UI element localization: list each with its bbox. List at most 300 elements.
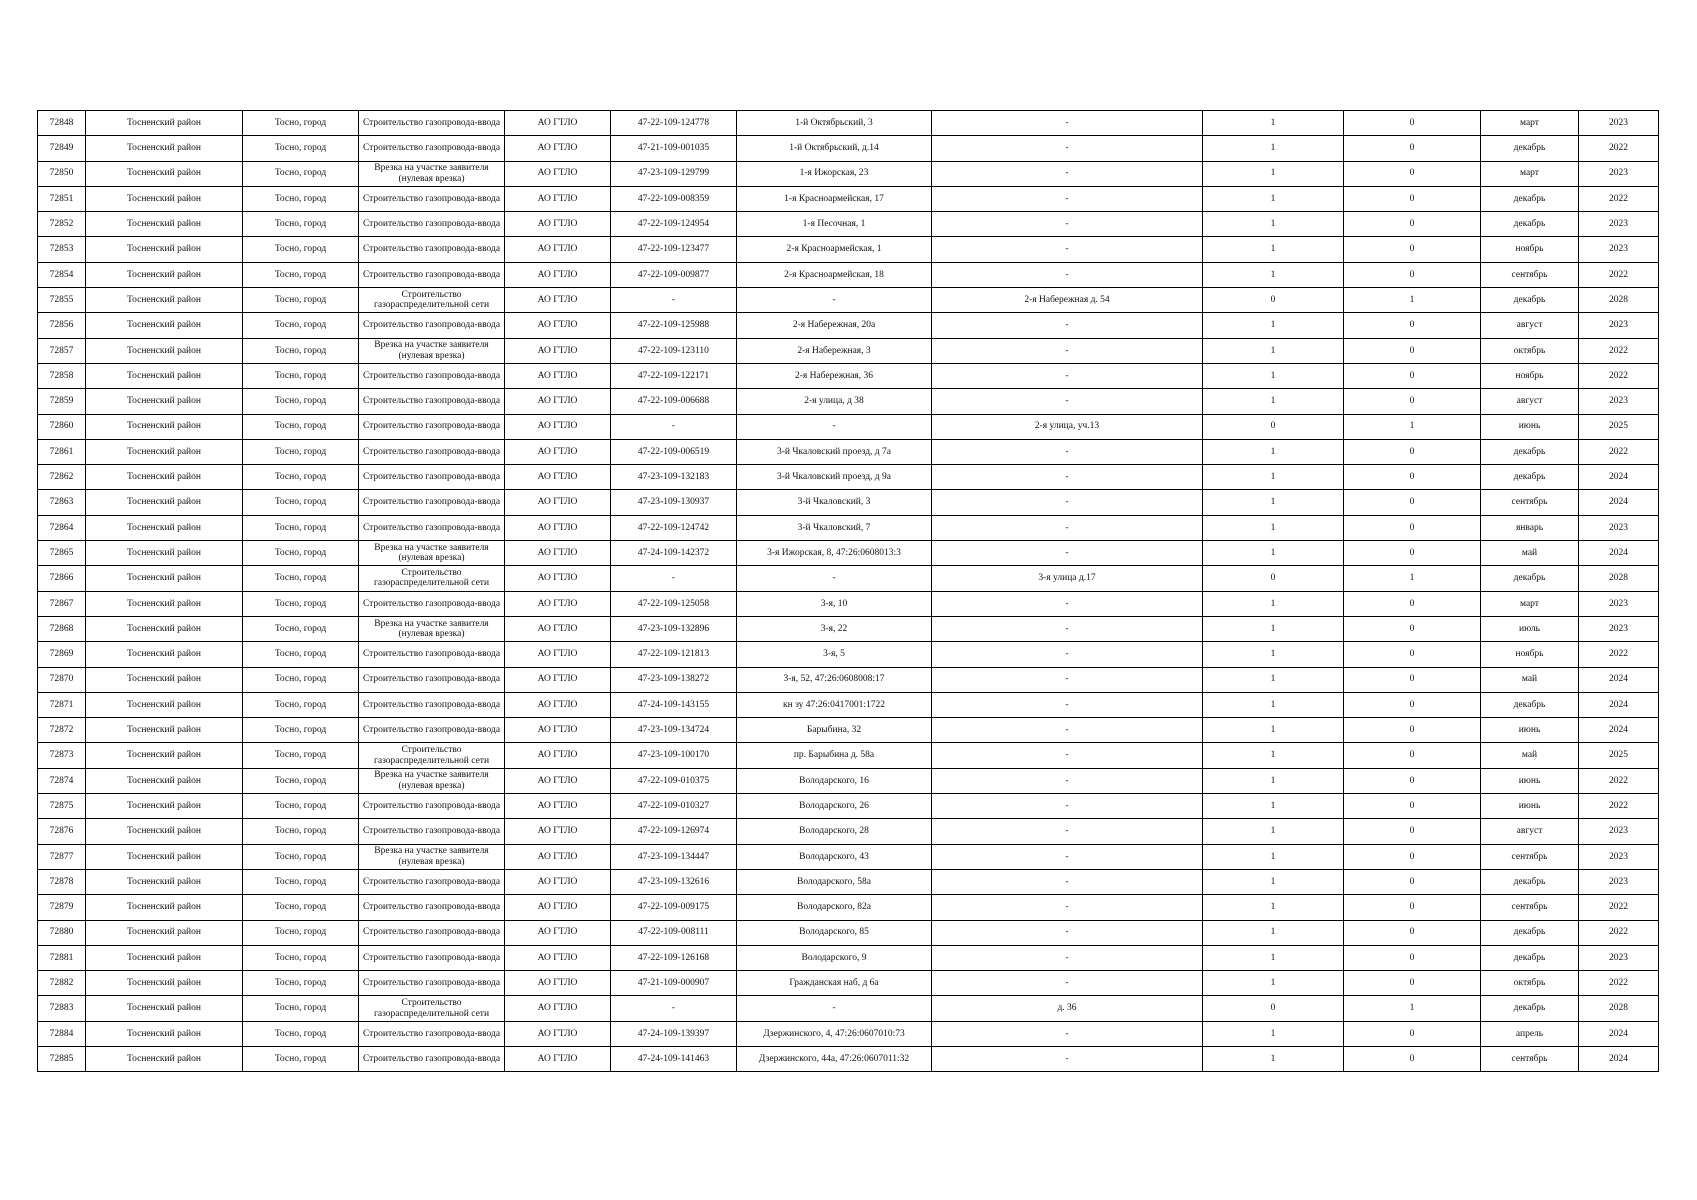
work-type-cell: Строительство газопровода-ввода [359,313,505,338]
table-row [38,439,1659,464]
table-body [38,111,1659,1072]
address-cell: - [737,288,932,313]
application-number-cell: 47-21-109-000907 [611,971,737,996]
table-row [38,111,1659,136]
count-b-cell: 1 [1344,414,1481,439]
count-a-cell: 1 [1203,1046,1344,1071]
year-cell: 2022 [1579,794,1659,819]
count-b-cell: 0 [1344,819,1481,844]
table-row [38,541,1659,566]
month-cell: декабрь [1481,439,1579,464]
planned-address-cell: - [932,692,1203,717]
planned-address-cell: - [932,869,1203,894]
work-type-cell: Строительство газопровода-ввода [359,971,505,996]
month-cell: январь [1481,515,1579,540]
month-cell: декабрь [1481,566,1579,591]
district-cell: Тосненский район [86,161,243,186]
month-cell: декабрь [1481,186,1579,211]
application-number-cell: 47-22-109-124778 [611,111,737,136]
address-cell: Гражданская наб, д 6а [737,971,932,996]
organization-cell: АО ГТЛО [505,288,611,313]
month-cell: август [1481,313,1579,338]
address-cell: 1-й Октябрьский, 3 [737,111,932,136]
month-cell: ноябрь [1481,363,1579,388]
district-cell: Тосненский район [86,212,243,237]
year-cell: 2022 [1579,920,1659,945]
count-a-cell: 1 [1203,768,1344,793]
district-cell: Тосненский район [86,288,243,313]
month-cell: декабрь [1481,920,1579,945]
organization-cell: АО ГТЛО [505,338,611,363]
planned-address-cell: - [932,920,1203,945]
month-cell: сентябрь [1481,895,1579,920]
district-cell: Тосненский район [86,768,243,793]
work-type-cell: Строительство газопровода-ввода [359,819,505,844]
month-cell: май [1481,541,1579,566]
district-cell: Тосненский район [86,465,243,490]
organization-cell: АО ГТЛО [505,869,611,894]
locality-cell: Тосно, город [243,642,359,667]
year-cell: 2022 [1579,895,1659,920]
row-id-cell: 72853 [38,237,86,262]
count-b-cell: 0 [1344,768,1481,793]
year-cell: 2024 [1579,541,1659,566]
locality-cell: Тосно, город [243,313,359,338]
application-number-cell: 47-22-109-124742 [611,515,737,540]
year-cell: 2023 [1579,616,1659,641]
gasification-table [37,110,1659,1072]
year-cell: 2022 [1579,439,1659,464]
month-cell: март [1481,591,1579,616]
locality-cell: Тосно, город [243,515,359,540]
table-row [38,1046,1659,1071]
application-number-cell: 47-23-109-134447 [611,844,737,869]
district-cell: Тосненский район [86,313,243,338]
work-type-cell: Строительство газопровода-ввода [359,1046,505,1071]
count-b-cell: 0 [1344,262,1481,287]
year-cell: 2023 [1579,161,1659,186]
address-cell: 2-я улица, д 38 [737,389,932,414]
district-cell: Тосненский район [86,515,243,540]
count-b-cell: 0 [1344,465,1481,490]
table-row [38,692,1659,717]
table-row [38,389,1659,414]
address-cell: Володарского, 82а [737,895,932,920]
count-b-cell: 0 [1344,1046,1481,1071]
planned-address-cell: - [932,844,1203,869]
locality-cell: Тосно, город [243,288,359,313]
district-cell: Тосненский район [86,136,243,161]
month-cell: август [1481,389,1579,414]
organization-cell: АО ГТЛО [505,895,611,920]
count-a-cell: 1 [1203,692,1344,717]
planned-address-cell: - [932,1046,1203,1071]
row-id-cell: 72857 [38,338,86,363]
organization-cell: АО ГТЛО [505,515,611,540]
locality-cell: Тосно, город [243,161,359,186]
row-id-cell: 72865 [38,541,86,566]
count-a-cell: 0 [1203,414,1344,439]
organization-cell: АО ГТЛО [505,414,611,439]
organization-cell: АО ГТЛО [505,692,611,717]
row-id-cell: 72863 [38,490,86,515]
application-number-cell: 47-22-109-126974 [611,819,737,844]
work-type-cell: Строительство газопровода-ввода [359,642,505,667]
application-number-cell: - [611,996,737,1021]
organization-cell: АО ГТЛО [505,794,611,819]
locality-cell: Тосно, город [243,490,359,515]
row-id-cell: 72880 [38,920,86,945]
count-a-cell: 1 [1203,237,1344,262]
organization-cell: АО ГТЛО [505,996,611,1021]
district-cell: Тосненский район [86,895,243,920]
organization-cell: АО ГТЛО [505,844,611,869]
application-number-cell: 47-21-109-001035 [611,136,737,161]
year-cell: 2022 [1579,186,1659,211]
table-row [38,667,1659,692]
table-row [38,237,1659,262]
work-type-cell: Строительство газораспределительной сети [359,566,505,591]
count-b-cell: 1 [1344,566,1481,591]
count-a-cell: 0 [1203,288,1344,313]
row-id-cell: 72856 [38,313,86,338]
district-cell: Тосненский район [86,186,243,211]
planned-address-cell: - [932,262,1203,287]
work-type-cell: Строительство газопровода-ввода [359,1021,505,1046]
district-cell: Тосненский район [86,996,243,1021]
month-cell: декабрь [1481,945,1579,970]
count-b-cell: 0 [1344,667,1481,692]
locality-cell: Тосно, город [243,136,359,161]
district-cell: Тосненский район [86,718,243,743]
district-cell: Тосненский район [86,667,243,692]
application-number-cell: 47-22-109-010375 [611,768,737,793]
row-id-cell: 72862 [38,465,86,490]
work-type-cell: Строительство газопровода-ввода [359,718,505,743]
count-a-cell: 1 [1203,313,1344,338]
address-cell: 3-я, 22 [737,616,932,641]
planned-address-cell: - [932,212,1203,237]
district-cell: Тосненский район [86,1046,243,1071]
count-a-cell: 1 [1203,389,1344,414]
organization-cell: АО ГТЛО [505,642,611,667]
month-cell: декабрь [1481,465,1579,490]
organization-cell: АО ГТЛО [505,768,611,793]
work-type-cell: Врезка на участке заявителя (нулевая врезка) [359,844,505,869]
month-cell: декабрь [1481,996,1579,1021]
count-b-cell: 0 [1344,844,1481,869]
organization-cell: АО ГТЛО [505,389,611,414]
row-id-cell: 72878 [38,869,86,894]
table-row [38,895,1659,920]
count-a-cell: 1 [1203,161,1344,186]
address-cell: 3-й Чкаловский проезд, д 9а [737,465,932,490]
address-cell: Володарского, 28 [737,819,932,844]
work-type-cell: Строительство газопровода-ввода [359,515,505,540]
planned-address-cell: - [932,642,1203,667]
district-cell: Тосненский район [86,490,243,515]
application-number-cell: 47-24-109-143155 [611,692,737,717]
count-a-cell: 0 [1203,566,1344,591]
row-id-cell: 72868 [38,616,86,641]
locality-cell: Тосно, город [243,945,359,970]
row-id-cell: 72876 [38,819,86,844]
row-id-cell: 72848 [38,111,86,136]
organization-cell: АО ГТЛО [505,1021,611,1046]
table-row [38,768,1659,793]
count-a-cell: 1 [1203,794,1344,819]
table-row [38,465,1659,490]
address-cell: 1-й Октябрьский, д.14 [737,136,932,161]
organization-cell: АО ГТЛО [505,945,611,970]
count-a-cell: 1 [1203,844,1344,869]
district-cell: Тосненский район [86,338,243,363]
work-type-cell: Врезка на участке заявителя (нулевая врезка) [359,161,505,186]
year-cell: 2028 [1579,566,1659,591]
count-b-cell: 0 [1344,515,1481,540]
locality-cell: Тосно, город [243,819,359,844]
address-cell: 2-я Красноармейская, 1 [737,237,932,262]
row-id-cell: 72854 [38,262,86,287]
year-cell: 2022 [1579,363,1659,388]
year-cell: 2024 [1579,718,1659,743]
planned-address-cell: - [932,819,1203,844]
work-type-cell: Строительство газопровода-ввода [359,794,505,819]
year-cell: 2022 [1579,262,1659,287]
organization-cell: АО ГТЛО [505,237,611,262]
organization-cell: АО ГТЛО [505,566,611,591]
row-id-cell: 72870 [38,667,86,692]
locality-cell: Тосно, город [243,439,359,464]
table-row [38,136,1659,161]
district-cell: Тосненский район [86,591,243,616]
year-cell: 2023 [1579,591,1659,616]
month-cell: декабрь [1481,692,1579,717]
locality-cell: Тосно, город [243,895,359,920]
table-row [38,161,1659,186]
organization-cell: АО ГТЛО [505,1046,611,1071]
year-cell: 2024 [1579,1021,1659,1046]
locality-cell: Тосно, город [243,262,359,287]
work-type-cell: Строительство газопровода-ввода [359,363,505,388]
address-cell: 2-я Красноармейская, 18 [737,262,932,287]
district-cell: Тосненский район [86,743,243,768]
application-number-cell: 47-23-109-132896 [611,616,737,641]
district-cell: Тосненский район [86,389,243,414]
district-cell: Тосненский район [86,541,243,566]
district-cell: Тосненский район [86,111,243,136]
month-cell: ноябрь [1481,642,1579,667]
year-cell: 2023 [1579,945,1659,970]
work-type-cell: Строительство газопровода-ввода [359,869,505,894]
planned-address-cell: - [932,794,1203,819]
locality-cell: Тосно, город [243,566,359,591]
district-cell: Тосненский район [86,794,243,819]
application-number-cell: 47-22-109-006688 [611,389,737,414]
work-type-cell: Врезка на участке заявителя (нулевая врезка) [359,541,505,566]
work-type-cell: Строительство газопровода-ввода [359,591,505,616]
year-cell: 2023 [1579,237,1659,262]
month-cell: октябрь [1481,338,1579,363]
locality-cell: Тосно, город [243,869,359,894]
row-id-cell: 72877 [38,844,86,869]
organization-cell: АО ГТЛО [505,743,611,768]
table-row [38,869,1659,894]
application-number-cell: 47-24-109-139397 [611,1021,737,1046]
count-b-cell: 0 [1344,237,1481,262]
table-row [38,490,1659,515]
table-row [38,794,1659,819]
district-cell: Тосненский район [86,262,243,287]
year-cell: 2022 [1579,136,1659,161]
count-a-cell: 1 [1203,262,1344,287]
year-cell: 2025 [1579,414,1659,439]
month-cell: сентябрь [1481,1046,1579,1071]
row-id-cell: 72875 [38,794,86,819]
year-cell: 2024 [1579,667,1659,692]
month-cell: июнь [1481,718,1579,743]
row-id-cell: 72884 [38,1021,86,1046]
planned-address-cell: - [932,389,1203,414]
district-cell: Тосненский район [86,971,243,996]
count-b-cell: 0 [1344,490,1481,515]
row-id-cell: 72852 [38,212,86,237]
month-cell: ноябрь [1481,237,1579,262]
district-cell: Тосненский район [86,237,243,262]
locality-cell: Тосно, город [243,186,359,211]
work-type-cell: Строительство газопровода-ввода [359,667,505,692]
table-row [38,743,1659,768]
application-number-cell: 47-22-109-010327 [611,794,737,819]
planned-address-cell: - [932,313,1203,338]
count-b-cell: 0 [1344,616,1481,641]
application-number-cell: 47-22-109-121813 [611,642,737,667]
application-number-cell: 47-22-109-125988 [611,313,737,338]
year-cell: 2024 [1579,490,1659,515]
work-type-cell: Строительство газопровода-ввода [359,439,505,464]
planned-address-cell: - [932,490,1203,515]
organization-cell: АО ГТЛО [505,161,611,186]
organization-cell: АО ГТЛО [505,971,611,996]
planned-address-cell: - [932,338,1203,363]
count-b-cell: 0 [1344,971,1481,996]
district-cell: Тосненский район [86,869,243,894]
work-type-cell: Врезка на участке заявителя (нулевая врезка) [359,768,505,793]
address-cell: 3-й Чкаловский, 3 [737,490,932,515]
row-id-cell: 72885 [38,1046,86,1071]
locality-cell: Тосно, город [243,794,359,819]
row-id-cell: 72849 [38,136,86,161]
year-cell: 2023 [1579,389,1659,414]
application-number-cell: 47-24-109-142372 [611,541,737,566]
organization-cell: АО ГТЛО [505,718,611,743]
district-cell: Тосненский район [86,819,243,844]
planned-address-cell: - [932,591,1203,616]
count-a-cell: 1 [1203,541,1344,566]
count-a-cell: 1 [1203,490,1344,515]
address-cell: - [737,414,932,439]
table-row [38,920,1659,945]
application-number-cell: 47-24-109-141463 [611,1046,737,1071]
locality-cell: Тосно, город [243,718,359,743]
table-row [38,844,1659,869]
count-b-cell: 0 [1344,136,1481,161]
organization-cell: АО ГТЛО [505,616,611,641]
table-row [38,288,1659,313]
locality-cell: Тосно, город [243,768,359,793]
year-cell: 2025 [1579,743,1659,768]
row-id-cell: 72869 [38,642,86,667]
month-cell: декабрь [1481,869,1579,894]
organization-cell: АО ГТЛО [505,591,611,616]
address-cell: - [737,566,932,591]
address-cell: Барыбина, 32 [737,718,932,743]
month-cell: сентябрь [1481,262,1579,287]
address-cell: - [737,996,932,1021]
locality-cell: Тосно, город [243,338,359,363]
count-b-cell: 0 [1344,313,1481,338]
year-cell: 2023 [1579,844,1659,869]
row-id-cell: 72866 [38,566,86,591]
month-cell: август [1481,819,1579,844]
planned-address-cell: - [932,895,1203,920]
locality-cell: Тосно, город [243,1021,359,1046]
count-b-cell: 0 [1344,591,1481,616]
application-number-cell: 47-22-109-006519 [611,439,737,464]
count-b-cell: 0 [1344,692,1481,717]
work-type-cell: Строительство газопровода-ввода [359,212,505,237]
year-cell: 2023 [1579,212,1659,237]
application-number-cell: 47-22-109-008359 [611,186,737,211]
planned-address-cell: - [932,439,1203,464]
work-type-cell: Строительство газораспределительной сети [359,743,505,768]
locality-cell: Тосно, город [243,692,359,717]
year-cell: 2022 [1579,642,1659,667]
organization-cell: АО ГТЛО [505,186,611,211]
work-type-cell: Строительство газопровода-ввода [359,262,505,287]
work-type-cell: Строительство газопровода-ввода [359,490,505,515]
application-number-cell: 47-22-109-122171 [611,363,737,388]
count-a-cell: 1 [1203,642,1344,667]
row-id-cell: 72850 [38,161,86,186]
month-cell: март [1481,161,1579,186]
count-b-cell: 1 [1344,996,1481,1021]
table-row [38,566,1659,591]
planned-address-cell: - [932,971,1203,996]
organization-cell: АО ГТЛО [505,363,611,388]
table-row [38,313,1659,338]
year-cell: 2024 [1579,1046,1659,1071]
month-cell: декабрь [1481,136,1579,161]
count-a-cell: 0 [1203,996,1344,1021]
planned-address-cell: - [932,111,1203,136]
locality-cell: Тосно, город [243,541,359,566]
work-type-cell: Врезка на участке заявителя (нулевая врезка) [359,616,505,641]
row-id-cell: 72881 [38,945,86,970]
work-type-cell: Строительство газопровода-ввода [359,895,505,920]
table-row [38,262,1659,287]
address-cell: 3-я, 5 [737,642,932,667]
count-b-cell: 0 [1344,161,1481,186]
address-cell: кн зу 47:26:0417001:1722 [737,692,932,717]
locality-cell: Тосно, город [243,667,359,692]
table-row [38,945,1659,970]
year-cell: 2024 [1579,692,1659,717]
count-a-cell: 1 [1203,591,1344,616]
month-cell: май [1481,743,1579,768]
organization-cell: АО ГТЛО [505,667,611,692]
work-type-cell: Строительство газопровода-ввода [359,414,505,439]
